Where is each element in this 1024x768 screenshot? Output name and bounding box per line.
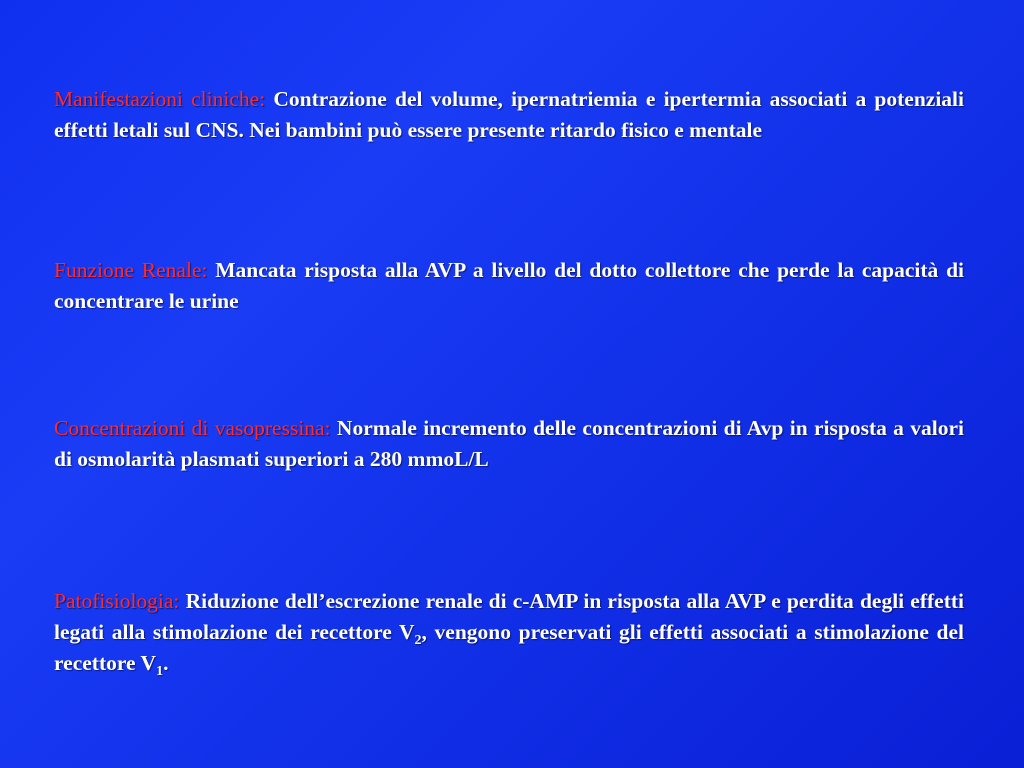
subscript-v1: 1 [156,664,164,679]
label-concentrazioni-vasopressina: Concentrazioni di vasopressina: [54,416,331,440]
text-patofisiologia-c: . [163,651,169,675]
text-patofisiologia-a: Riduzione dell’escrezione renale di c-AMP in risposta alla AVP e perdita degli effetti legati alla stimolazione dei recettore V [54,589,964,644]
paragraph-concentrazioni-vasopressina [54,413,964,475]
text-funzione-renale: Mancata risposta alla AVP a livello del dotto collettore che perde la capacità di concentrare le urine [54,258,965,313]
paragraph-patofisiologia [54,586,964,679]
text-concentrazioni-vasopressina: Normale incremento delle concentrazioni di Avp in risposta a valori di osmolarità plasmati superiori a 280 mmoL/L [54,416,965,471]
label-patofisiologia: Patofisiologia: [54,589,180,613]
text-manifestazioni-cliniche: Contrazione del volume, ipernatriemia e ipertermia associati a potenziali effetti letali sul CNS. Nei bambini può essere presente ritardo fisico e mentale [54,87,964,142]
paragraph-funzione-renale [54,255,964,317]
text-patofisiologia-b: , vengono preservati gli effetti associati a stimolazione del recettore V [54,620,964,675]
label-funzione-renale: Funzione Renale: [54,258,208,282]
paragraph-manifestazioni-cliniche [54,84,964,146]
label-manifestazioni-cliniche: Manifestazioni cliniche: [54,87,266,111]
subscript-v2: 2 [414,633,422,648]
